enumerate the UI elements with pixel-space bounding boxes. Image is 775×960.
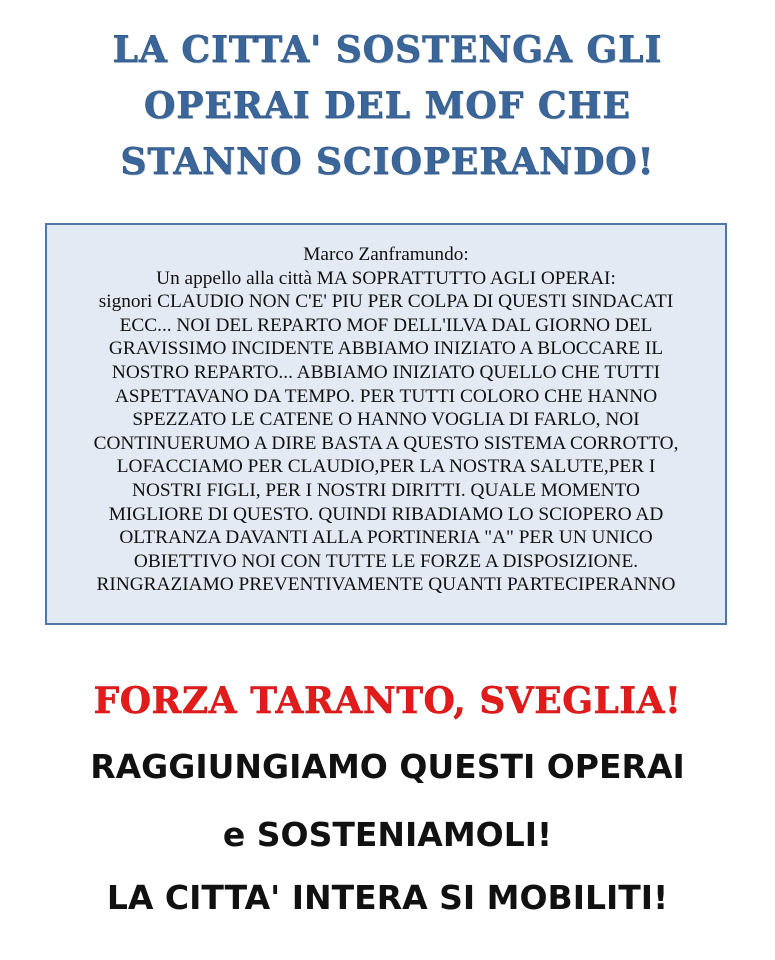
call-to-action-line: e SOSTENIAMOLI! [222,815,553,854]
appeal-line: ASPETTAVANO DA TEMPO. PER TUTTI COLORO CHE HANNO [114,385,658,407]
appeal-line: OBIETTIVO NOI CON TUTTE LE FORZE A DISPOSIZIONE. [133,550,639,572]
appeal-line: GRAVISSIMO INCIDENTE ABBIAMO INIZIATO A BLOCCARE IL [108,338,664,360]
appeal-line: NOSTRI FIGLI, PER I NOSTRI DIRITTI. QUALE MOMENTO [132,479,640,501]
call-to-action-line: RAGGIUNGIAMO QUESTI OPERAI [90,747,685,786]
appeal-line: CONTINUERUMO A DIRE BASTA A QUESTO SISTEMA CORROTTO, [93,432,679,454]
appeal-line: ECC... NOI DEL REPARTO MOF DELL'ILVA DAL GIORNO DEL [119,314,653,336]
appeal-author: Marco Zanframundo: [303,244,469,265]
appeal-line: NOSTRO REPARTO... ABBIAMO INIZIATO QUELLO CHE TUTTI [111,361,661,383]
headline-line: LA CITTA' SOSTENGA GLI [112,29,663,71]
headline-line: OPERAI DEL MOF CHE [143,85,631,127]
appeal-line: OLTRANZA DAVANTI ALLA PORTINERIA "A" PER UN UNICO [119,527,653,549]
appeal-line: signori CLAUDIO NON C'E' PIU PER COLPA DI QUESTI SINDACATI [98,291,674,313]
appeal-box [45,223,727,625]
appeal-line: LOFACCIAMO PER CLAUDIO,PER LA NOSTRA SALUTE,PER I [116,456,656,478]
appeal-line: Un appello alla città MA SOPRATTUTTO AGLI OPERAI: [156,267,616,289]
call-to-action-line: LA CITTA' INTERA SI MOBILITI! [106,878,669,917]
appeal-line: RINGRAZIAMO PREVENTIVAMENTE QUANTI PARTECIPERANNO [96,574,676,596]
appeal-line: MIGLIORE DI QUESTO. QUINDI RIBADIAMO LO SCIOPERO AD [108,503,664,525]
headline-line: STANNO SCIOPERANDO! [120,141,655,183]
slogan-forza-taranto: FORZA TARANTO, SVEGLIA! [93,680,682,722]
headline [0,22,775,190]
appeal-line: SPEZZATO LE CATENE O HANNO VOGLIA DI FARLO, NOI [132,409,640,431]
